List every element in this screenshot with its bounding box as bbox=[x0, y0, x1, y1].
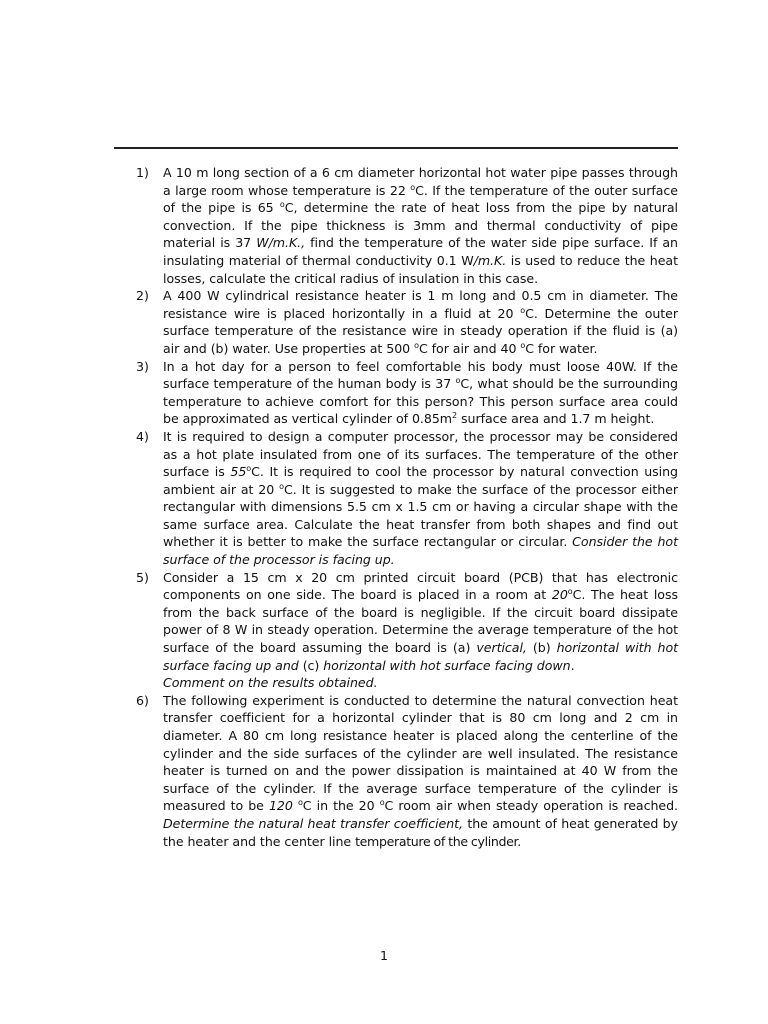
superscript: o bbox=[410, 182, 416, 192]
superscript: o bbox=[414, 340, 419, 350]
header-rule bbox=[114, 147, 678, 149]
problem-text bbox=[163, 570, 678, 691]
text-run: C. If the temperature of the outer surface of the pipe is 65 bbox=[163, 182, 678, 216]
text-run: The following experiment is conducted to determine the natural convection heat transfer coefficient for a horizontal cylinder that is 80 cm long and 2 cm in diameter. A 80 cm long resistance heater is placed along the centerline of the cylinder and the side surfaces of the cylinder are well insulated. The resistance heater is turned on and the power dissipation is maintained at 40 W from the surface of the cylinder. If the average surface temperature of the cylinder is measured to be bbox=[163, 692, 678, 814]
problem-text bbox=[163, 288, 678, 356]
problem-item bbox=[136, 358, 678, 428]
problem-item bbox=[136, 569, 678, 692]
italic-text: Determine the natural heat transfer coefficient, bbox=[163, 815, 463, 831]
problem-number: 4) bbox=[136, 428, 149, 444]
superscript: o bbox=[455, 376, 461, 386]
problem-text bbox=[163, 429, 678, 567]
problem-number: 2) bbox=[136, 288, 149, 304]
problem-number: 3) bbox=[136, 358, 149, 374]
problem-item bbox=[136, 164, 678, 287]
text-run: C, what should be the surrounding temperature to achieve comfort for this person? This person surface area could be approximated as vertical cylinder of 0.85m bbox=[163, 376, 678, 427]
superscript: o bbox=[279, 481, 284, 491]
text-run: Consider a 15 cm x 20 cm printed circuit board (PCB) that has electronic components on one side. The board is placed in a room at bbox=[163, 569, 678, 603]
problem-number: 5) bbox=[136, 569, 149, 585]
text-run: surface area and 1.7 m height. bbox=[457, 411, 655, 427]
text-run: (b) bbox=[526, 640, 557, 656]
text-run: C room air when steady operation is reached. bbox=[384, 798, 678, 814]
superscript: o bbox=[297, 798, 303, 808]
superscript: 2 bbox=[452, 411, 458, 421]
superscript: o bbox=[567, 587, 573, 597]
problem-text bbox=[163, 165, 678, 286]
problem-number: 6) bbox=[136, 692, 149, 708]
text-run: . bbox=[570, 657, 575, 673]
text-run: C. The heat loss from the back surface of the board is negligible. If the circuit board dissipate power of 8 W in steady operation. Determine the average temperature of the hot surface of the board assuming the board is (a) bbox=[163, 587, 678, 656]
superscript: o bbox=[520, 340, 526, 350]
text-run: In a hot day for a person to feel comfortable his body must loose 40W. If the surface temperature of the human body is 37 bbox=[163, 358, 678, 392]
italic-text: /m.K. bbox=[473, 252, 507, 268]
problem-number: 1) bbox=[136, 165, 149, 180]
text-run: C for air and 40 bbox=[418, 340, 521, 356]
italic-text: W/m.K., bbox=[256, 235, 306, 251]
superscript: o bbox=[520, 305, 526, 315]
italic-text: vertical, bbox=[476, 640, 527, 656]
superscript: o bbox=[379, 798, 385, 808]
italic-text: Consider the hot surface of the processor is facing up. bbox=[163, 534, 678, 568]
italic-text: 120 bbox=[268, 798, 293, 814]
problem-item bbox=[136, 428, 678, 569]
italic-text: 20 bbox=[551, 587, 568, 603]
text-run: C. It is required to cool the processor by natural convection using ambient air at 20 bbox=[163, 464, 678, 497]
italic-text: horizontal with hot surface facing up and bbox=[163, 640, 679, 673]
problem-text bbox=[163, 693, 678, 849]
italic-text: 55 bbox=[230, 464, 247, 480]
text-run: C. It is suggested to make the surface of the processor either rectangular with dimensions 5.5 cm x 1.5 cm or having a circular shape with the same surface area. Calculate the heat transfer from both shapes and find out whether it is better to make the surface rectangular or circular. bbox=[163, 481, 678, 550]
text-run: the amount of heat generated by the heater and the center line bbox=[163, 815, 679, 849]
text-run: C. Determine the outer surface temperature of the resistance wire in steady operation if the fluid is (a) air and (b) water. Use properties at 500 bbox=[163, 305, 678, 356]
text-run: A 10 m long section of a 6 cm diameter horizontal hot water pipe passes through a large room whose temperature is 22 bbox=[163, 165, 678, 198]
text-run: is used to reduce the heat losses, calculate the critical radius of insulation in this case. bbox=[163, 252, 678, 286]
problem-item bbox=[136, 287, 678, 357]
text-run: C, determine the rate of heat loss from the pipe by natural convection. If the pipe thickness is 3mm and thermal conductivity of pipe material is 37 bbox=[163, 200, 678, 251]
text-run: C in the 20 bbox=[302, 798, 380, 814]
text-run: C for water. bbox=[525, 340, 598, 356]
text-run: A 400 W cylindrical resistance heater is 1 m long and 0.5 cm in diameter. The resistance wire is placed horizontally in a fluid at 20 bbox=[163, 288, 678, 321]
page-number: 1 bbox=[379, 948, 388, 963]
problem-list bbox=[136, 164, 678, 850]
text-run: temperature of the cylinder. bbox=[355, 833, 521, 849]
problem-item bbox=[136, 692, 678, 850]
text-run: find the temperature of the water side pipe surface. If an insulating material of thermal conductivity 0.1 W bbox=[163, 235, 678, 268]
italic-text: Comment on the results obtained. bbox=[163, 675, 378, 691]
text-run: (c) bbox=[298, 657, 324, 673]
superscript: o bbox=[279, 200, 285, 210]
superscript: o bbox=[246, 464, 252, 474]
problem-text bbox=[163, 359, 678, 427]
text-run: It is required to design a computer processor, the processor may be considered as a hot plate insulated from one of its surfaces. The temperature of the other surface is bbox=[163, 428, 678, 480]
italic-text: horizontal with hot surface facing down bbox=[323, 657, 571, 673]
